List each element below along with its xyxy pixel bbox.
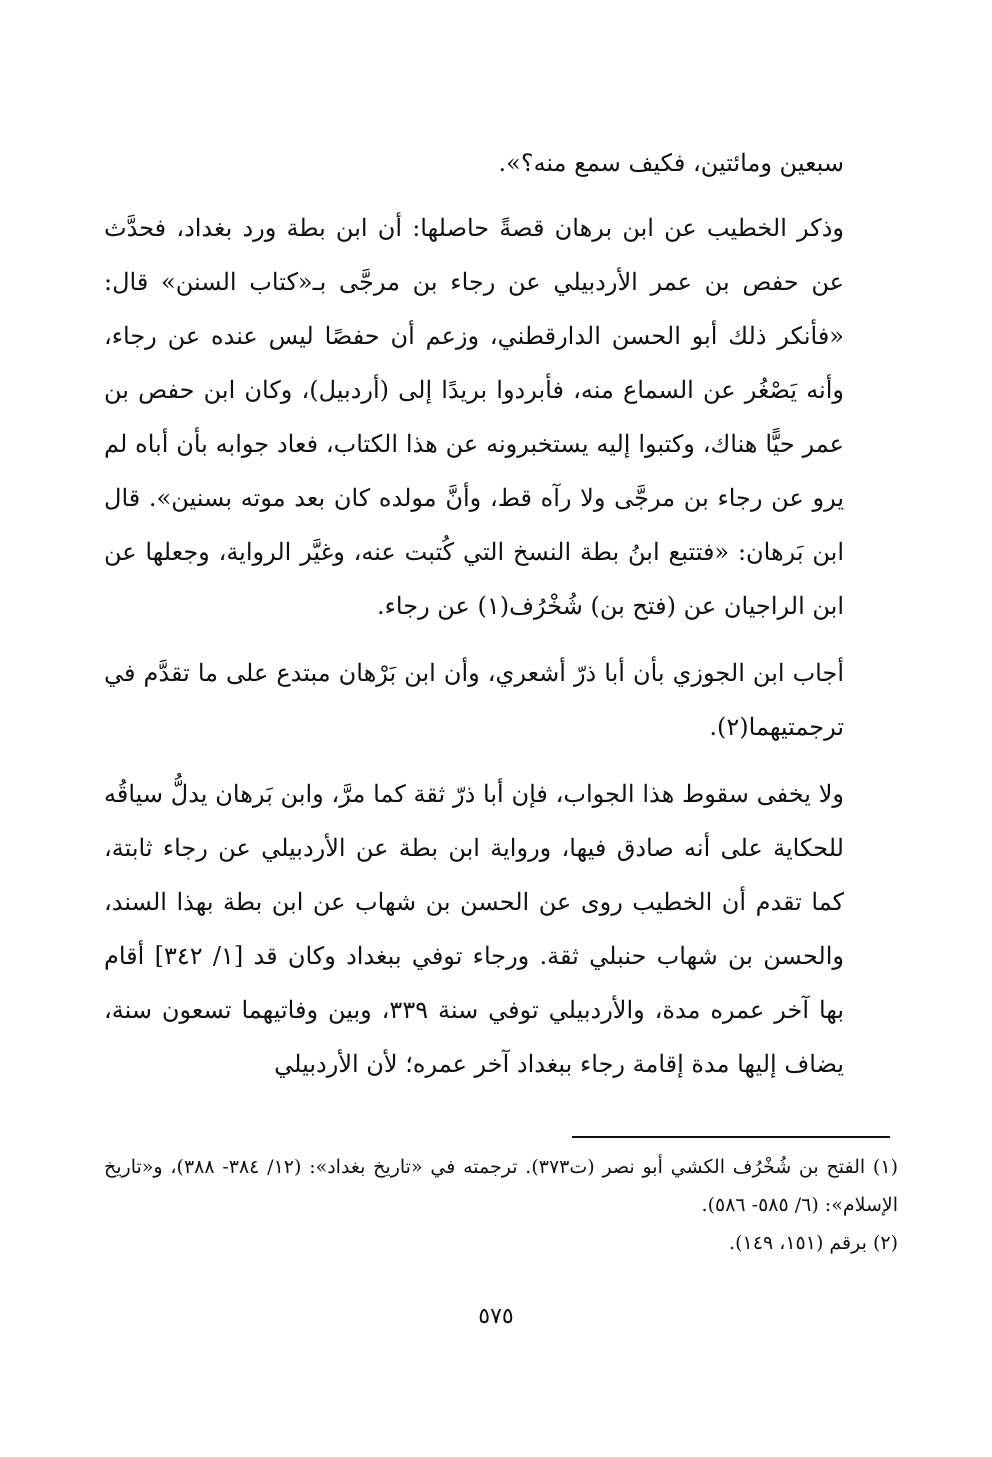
paragraph-continuation: سبعين ومائتين، فكيف سمع منه؟».: [498, 149, 844, 177]
page-number: ٥٧٥: [478, 1304, 514, 1329]
paragraph-ibn-jawzi-reply: أجاب ابن الجوزي بأن أبا ذرّ أشعري، وأن ابن بَرْهان مبتدع على ما تقدَّم في ترجمتيهما(٢).: [104, 659, 844, 741]
footnote-1: (١) الفتح بن شُخْرُف الكشي أبو نصر (ت٣٧٣). ترجمته في «تاريخ بغداد»: (١٢/ ٣٨٤- ٣٨٨)، و«تاريخ الإسلام»: (٦/ ٥٨٥- ٥٨٦).: [104, 1156, 898, 1216]
footnote-separator: [572, 1136, 890, 1138]
footnote-2: (٢) برقم (١٥١، ١٤٩).: [729, 1232, 898, 1254]
footnotes: [104, 1148, 898, 1262]
paragraph-khatib-story: وذكر الخطيب عن ابن برهان قصةً حاصلها: أن ابن بطة ورد بغداد، فحدَّث عن حفص بن عمر الأردبيلي عن رجاء بن مرجَّى بـ«كتاب السنن» قال: «فأنكر ذلك أبو الحسن الدارقطني، وزعم أن حفصًا ليس عنده عن رجاء، وأنه يَصْغُر عن السماع منه، فأبردوا بريدًا إلى (أردبيل)، وكان ابن حفص بن عمر حيًّا هناك، وكتبوا إليه يستخبرونه عن هذا الكتاب، فعاد جوابه بأن أباه لم يرو عن رجاء بن مرجَّى ولا رآه قط، وأنَّ مولده كان بعد موته بسنين». قال ابن بَرهان: «فتتبع ابنُ بطة النسخ التي كُتبت عنه، وغيَّر الرواية، وجعلها عن ابن الراجيان عن (فتح بن) شُخْرُف(١) عن رجاء.: [104, 214, 844, 620]
paragraph-refutation: ولا يخفى سقوط هذا الجواب، فإن أبا ذرّ ثقة كما مرَّ، وابن بَرهان يدلُّ سياقُه للحكاية على أنه صادق فيها، ورواية ابن بطة عن الأردبيلي عن رجاء ثابتة، كما تقدم أن الخطيب روى عن الحسن بن شهاب عن ابن بطة بهذا السند، والحسن بن شهاب حنبلي ثقة. ورجاء توفي ببغداد وكان قد [١/ ٣٤٢] أقام بها آخر عمره مدة، والأردبيلي توفي سنة ٣٣٩، وبين وفاتيهما تسعون سنة، يضاف إليها مدة إقامة رجاء ببغداد آخر عمره؛ لأن الأردبيلي: [104, 780, 845, 1078]
